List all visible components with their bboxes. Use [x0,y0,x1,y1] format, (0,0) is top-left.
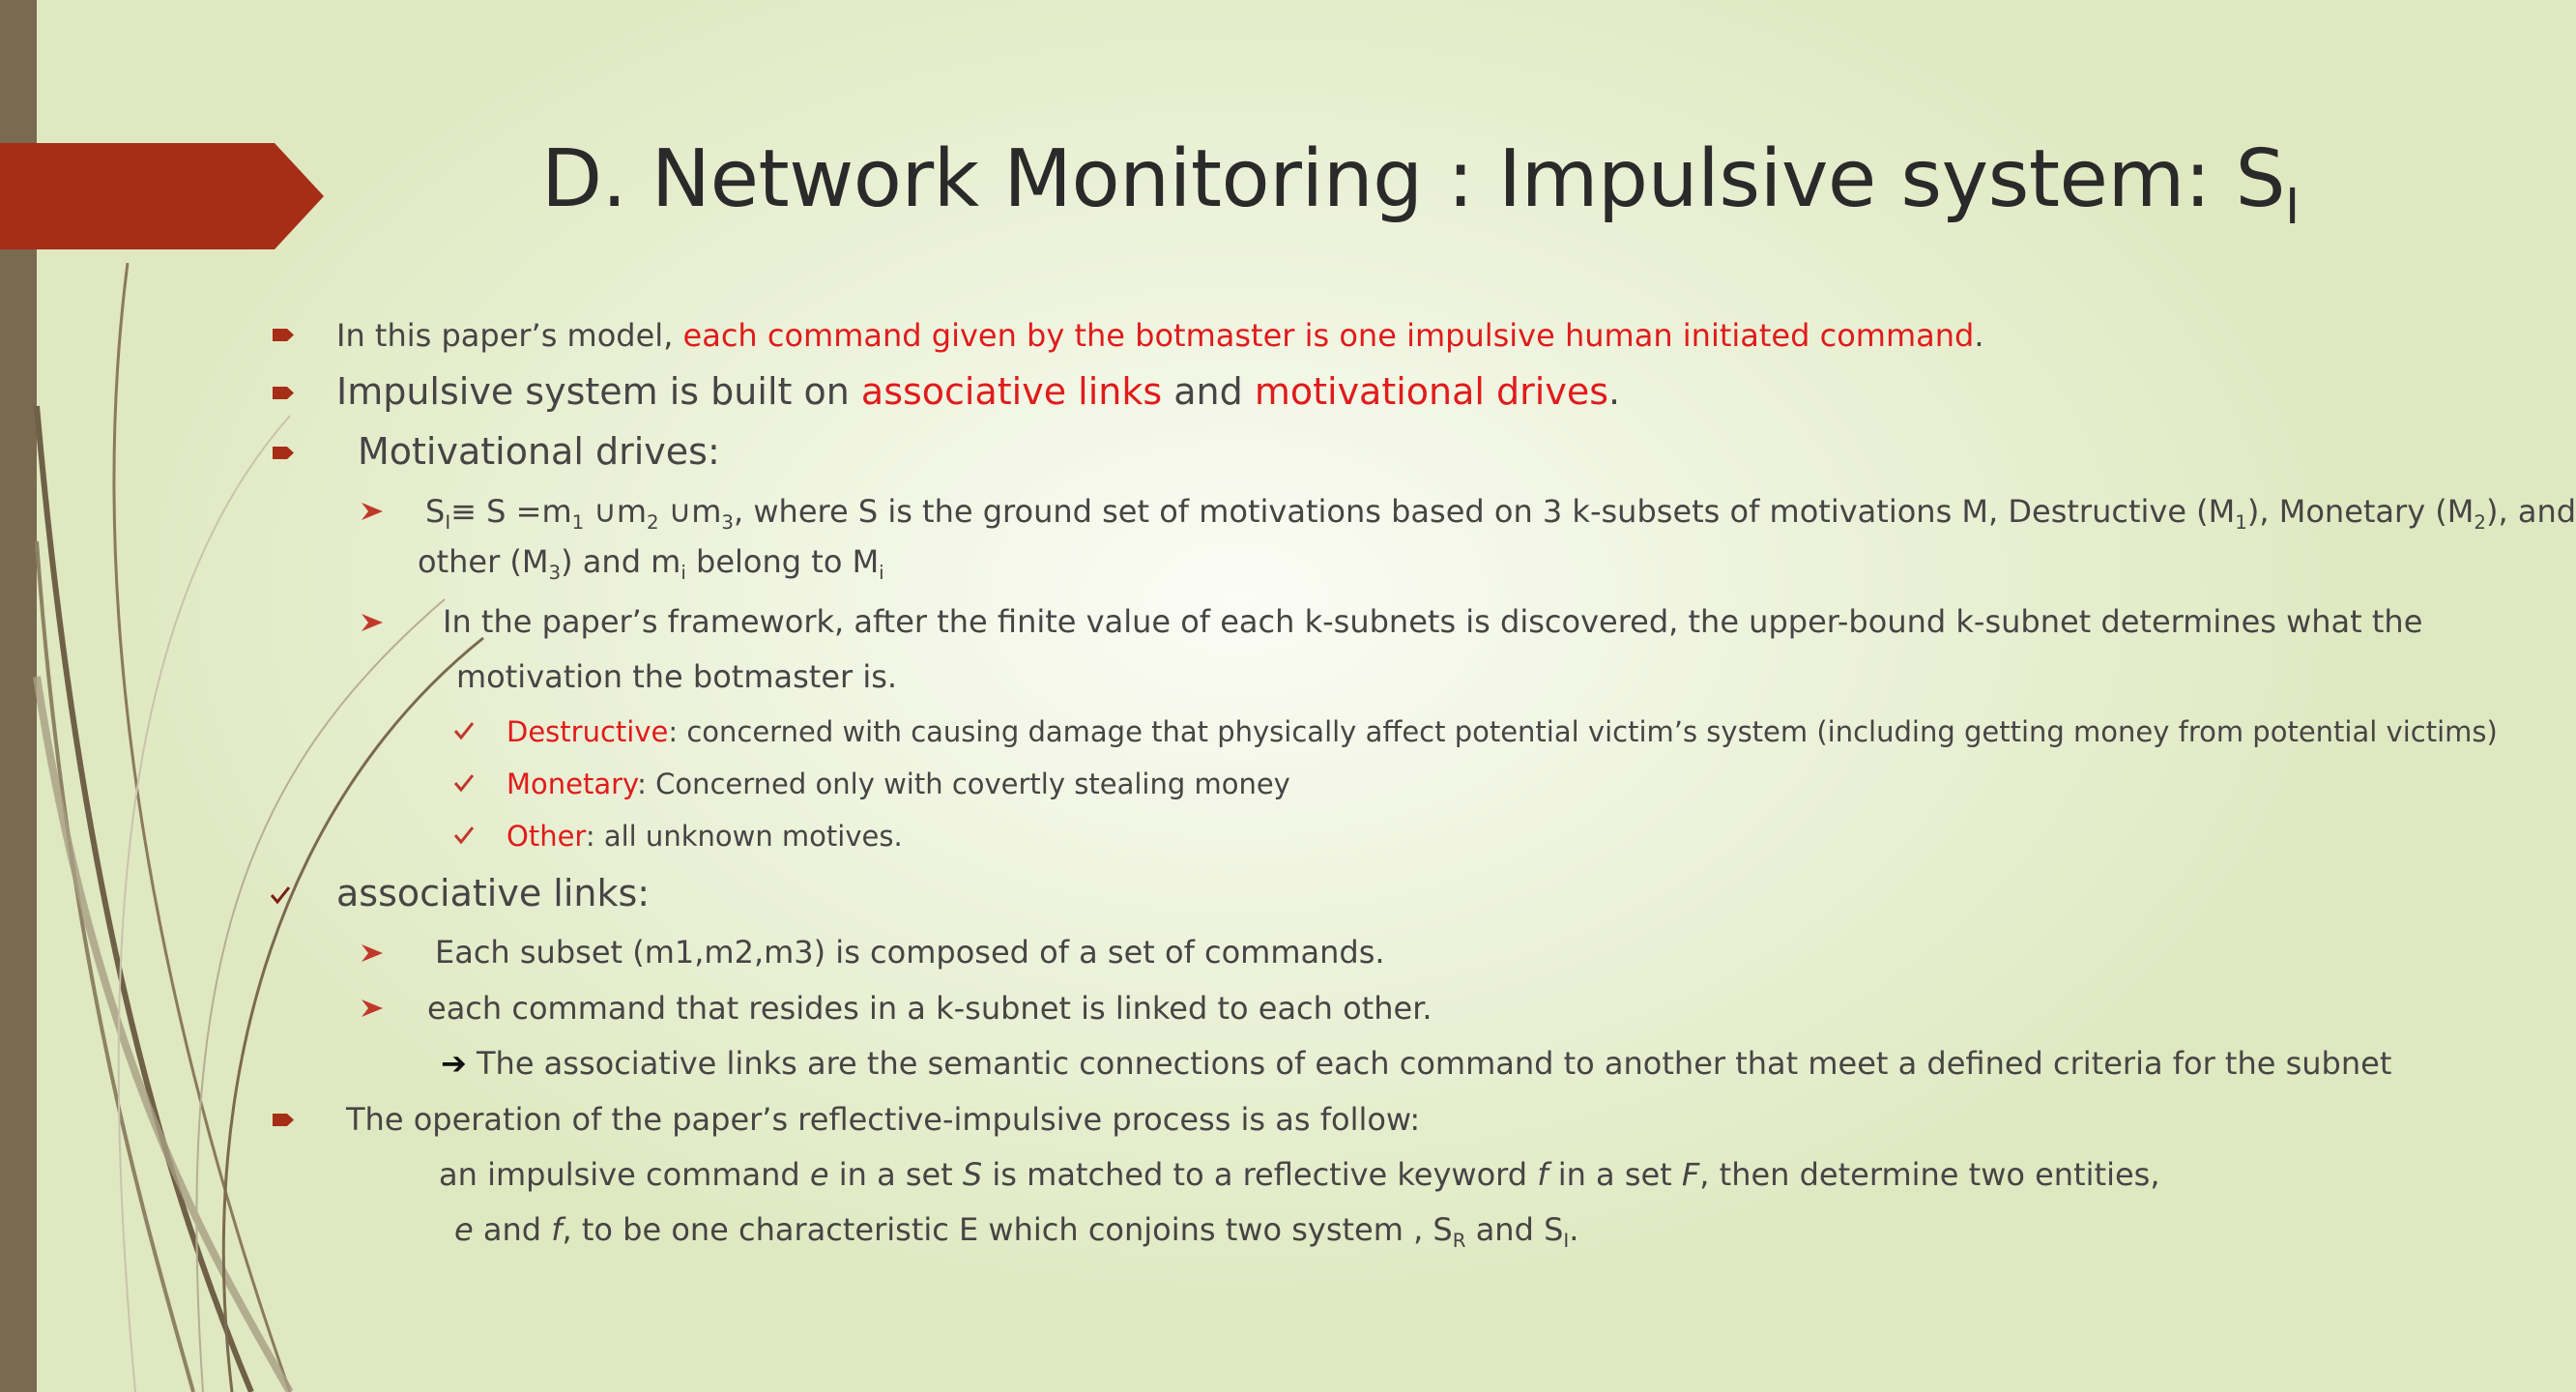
bullet-1-highlight: each command given by the botmaster is one impulsive human initiated command [682,317,1975,354]
s1-text: S [425,493,446,530]
square-bullet-icon [273,1114,294,1126]
bullet-4: associative links: [336,872,651,914]
process-line-2 [454,1211,1578,1252]
process-text: . [1569,1211,1579,1248]
process-text: , then determine two entities, [1699,1156,2160,1193]
check-item-monetary [507,768,1290,800]
process-text: in a set [1548,1156,1682,1193]
sub-bullet-2-line-2: motivation the botmaster is. [456,658,898,695]
bullet-3: Motivational drives: [358,430,720,473]
s1-text: ≡ S =m [450,493,572,530]
bullet-2-text: Impulsive system is built on [336,370,861,413]
sub-bullet-1-line-1 [425,493,2576,534]
bullet-2 [336,370,1620,413]
process-var: e [809,1156,829,1193]
check-item-destructive [507,715,2498,748]
check-item-text: : concerned with causing damage that physically affect potential victim’s system (including getting money from potential victims) [668,715,2498,748]
process-var: S [962,1156,983,1193]
bullet-2-and: and [1162,370,1255,413]
bullet-5: The operation of the paper’s reflective-impulsive process is as follow: [346,1101,1421,1138]
process-sub: R [1452,1229,1466,1252]
s1-sub: 1 [2235,510,2247,534]
check-item-label: Other [507,820,586,853]
bullet-2-associative-links: associative links [860,370,1163,413]
bullet-2-motivational-drives: motivational drives [1254,370,1609,413]
s1-sub: 3 [721,510,735,534]
sub-bullet-1-line-2 [418,543,884,584]
conclusion-text: The associative links are the semantic connections of each command to another that meet a defined criteria for the subnet [466,1045,2392,1082]
check-bullet-icon [269,884,292,907]
check-bullet-icon [452,824,476,847]
title-arrow-banner [0,143,329,249]
process-text: and S [1465,1211,1564,1248]
conclusion-line [441,1045,2391,1082]
square-bullet-icon [273,387,294,399]
process-var: f [551,1211,563,1248]
process-text: an impulsive command [439,1156,810,1193]
slide-title-text: D. Network Monitoring : Impulsive system: S [541,133,2286,225]
square-bullet-icon [273,447,294,459]
s1-text: , where S is the ground set of motivations based on 3 k-subsets of motivations M, Destructive (M [734,493,2236,530]
s1-text: ∪m [658,493,722,530]
arrow-bullet-icon [360,941,385,966]
s1-sub: i [680,561,686,584]
arrow-bullet-icon [360,610,385,635]
check-bullet-icon [452,771,476,795]
s1-text: other (M [418,543,549,580]
check-item-text: : all unknown motives. [585,820,903,853]
s1-sub: 2 [2474,510,2487,534]
sub-bullet-4: each command that resides in a k-subnet is linked to each other. [427,990,1433,1027]
sub-bullet-3: Each subset (m1,m2,m3) is composed of a set of commands. [435,934,1385,971]
bullet-1-suffix: . [1974,317,1984,354]
process-line-1 [439,1156,2159,1193]
process-sub: I [1563,1229,1570,1252]
check-item-label: Destructive [507,715,669,748]
s1-sub: I [445,510,451,534]
s1-text: ), Monetary (M [2246,493,2475,530]
process-var: F [1681,1156,1700,1193]
slide-title-subscript: I [2285,177,2300,235]
check-item-label: Monetary [507,768,638,800]
process-var: f [1537,1156,1548,1193]
slide-title [541,133,2300,235]
process-text: , to be one characteristic E which conjoins two system , S [562,1211,1453,1248]
arrow-bullet-icon [360,499,385,524]
right-arrow-icon: ➔ [441,1045,467,1082]
s1-text: ) and m [561,543,681,580]
check-item-other [507,820,903,853]
process-text: in a set [828,1156,963,1193]
s1-text: belong to M [685,543,880,580]
s1-sub: 1 [571,510,585,534]
process-var: e [454,1211,474,1248]
check-bullet-icon [452,719,476,742]
bullet-1 [336,317,1983,354]
bullet-2-suffix: . [1608,370,1621,413]
s1-sub: i [879,561,884,584]
s1-sub: 3 [548,561,562,584]
s1-text: ∪m [584,493,648,530]
process-text: and [473,1211,552,1248]
process-text: is matched to a reflective keyword [982,1156,1538,1193]
sub-bullet-2-line-1: In the paper’s framework, after the finite value of each k-subnets is discovered, the upper-bound k-subnet determines what the [443,603,2423,640]
s1-sub: 2 [647,510,659,534]
arrow-bullet-icon [360,996,385,1021]
square-bullet-icon [273,329,294,341]
s1-text: ), and [2486,493,2576,530]
check-item-text: : Concerned only with covertly stealing money [637,768,1290,800]
bullet-1-text: In this paper’s model, [336,317,683,354]
